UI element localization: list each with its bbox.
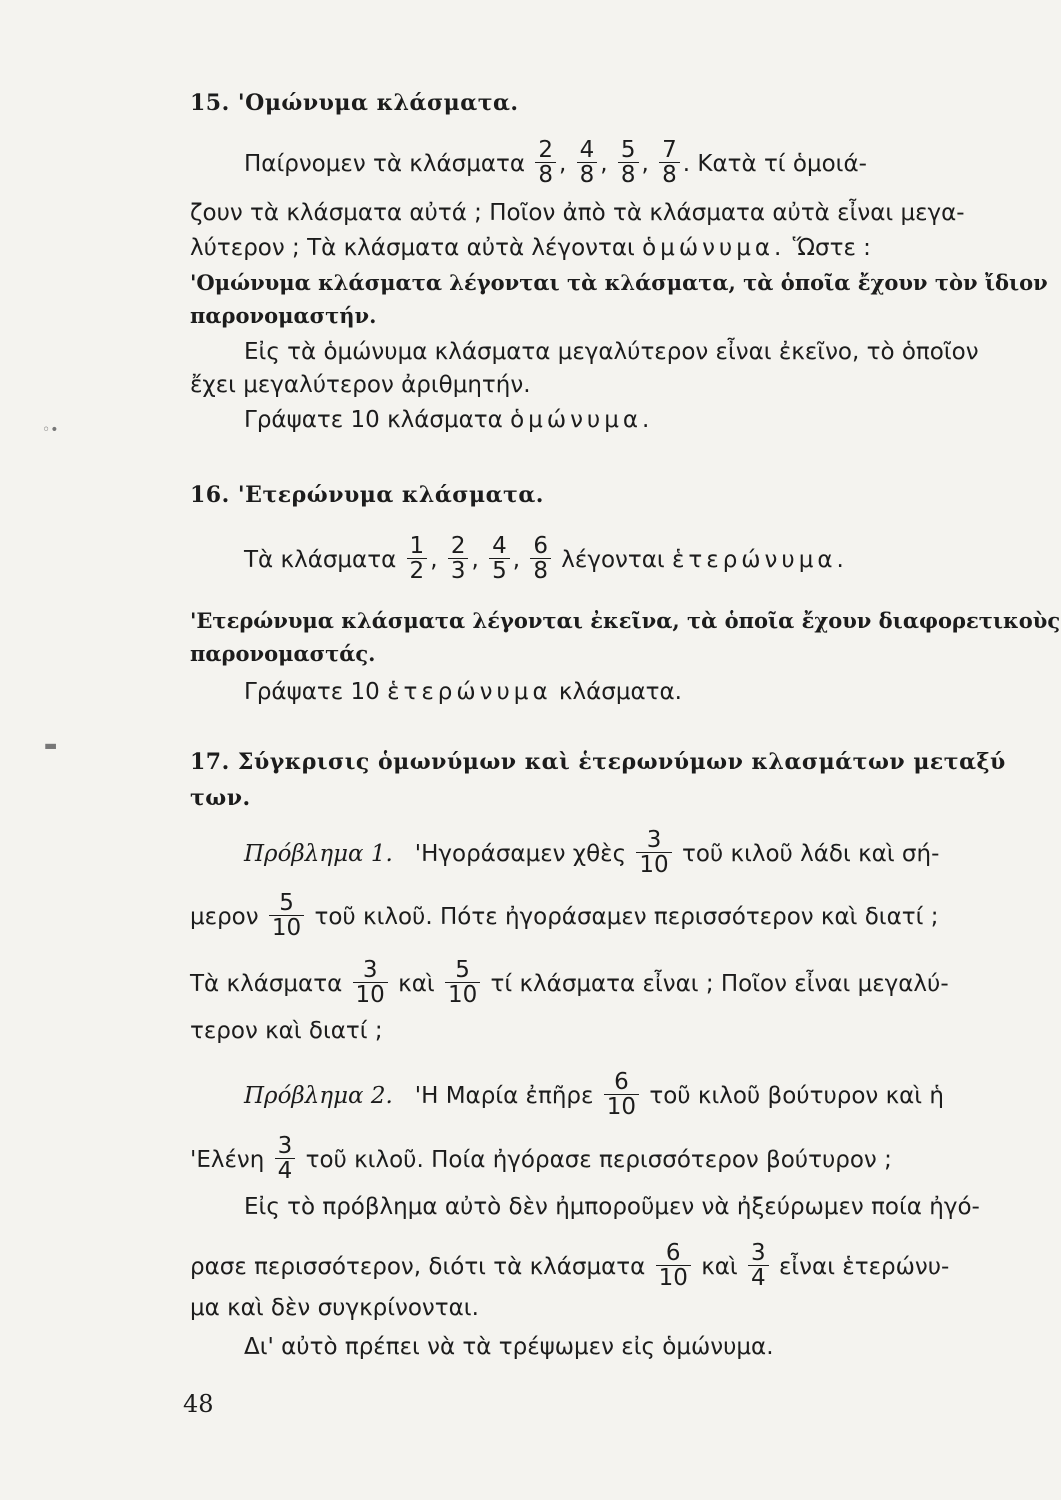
- spaced-word: ὁμώνυμα.: [642, 235, 786, 261]
- s15-line-3: [190, 233, 1040, 263]
- section-17-heading-2: των.: [190, 785, 251, 811]
- s15-line-2: ζουν τὰ κλάσματα αὐτά ; Ποῖον ἀπὸ τὰ κλάσματα αὐτὰ εἶναι μεγα-: [190, 200, 965, 226]
- page-number: 48: [183, 1390, 214, 1418]
- section-17-heading-1: 17. Σύγκρισις ὁμωνύμων καὶ ἑτερωνύμων κλασμάτων μεταξύ: [190, 749, 1006, 775]
- s15-definition-2: παρονομαστήν.: [190, 303, 377, 328]
- text: λέγονται: [561, 547, 665, 573]
- text: Τὰ κλάσματα: [244, 547, 397, 573]
- s17-problem-2-line-2: [190, 1133, 1040, 1185]
- s15-line-1: Παίρνομεν τὰ κλάσματα $\frac{2}{8}$ , $\frac{4}{8}$ , $\frac{5}{8}$ , $\frac{7}{8}$ . Κατὰ τί ὁμοιά-: [244, 137, 867, 188]
- section-16-heading: 16. 'Ετερώνυμα κλάσματα.: [190, 482, 544, 508]
- s17-answer-line-4: Δι' αὐτὸ πρέπει νὰ τὰ τρέψωμεν εἰς ὁμώνυμα.: [244, 1334, 774, 1360]
- fraction: $\frac{5}{10}$: [269, 891, 304, 940]
- fraction: $\frac{3}{10}$: [636, 828, 671, 877]
- fraction: $\frac{4}{5}$: [489, 534, 510, 583]
- text: Γράψατε 10 κλάσματα: [244, 407, 503, 433]
- margin-mark: ▬: [44, 738, 58, 754]
- fraction: $\frac{6}{10}$: [656, 1241, 691, 1290]
- text: τοῦ κιλοῦ λάδι καὶ σή-: [681, 841, 940, 867]
- text: Γράψατε 10: [244, 679, 380, 705]
- s15-para-1: Εἰς τὰ ὁμώνυμα κλάσματα μεγαλύτερον εἶναι ἐκεῖνο, τὸ ὁποῖον: [244, 339, 979, 365]
- fraction: $\frac{4}{8}$: [577, 138, 598, 187]
- fraction: $\frac{6}{8}$: [530, 534, 551, 583]
- s17-answer-line-3: μα καὶ δὲν συγκρίνονται.: [190, 1295, 479, 1321]
- fraction: $\frac{3}{10}$: [353, 958, 388, 1007]
- fraction: $\frac{7}{8}$: [659, 138, 680, 187]
- fraction: $\frac{3}{4}$: [275, 1134, 296, 1183]
- section-15-heading: 15. 'Ομώνυμα κλάσματα.: [190, 90, 519, 116]
- s16-definition-2: παρονομαστάς.: [190, 641, 376, 666]
- text: καὶ: [701, 1254, 738, 1280]
- s15-exercise: [244, 405, 1040, 435]
- text: Ὥστε :: [792, 235, 871, 261]
- fraction: $\frac{6}{10}$: [604, 1070, 639, 1119]
- text: καὶ: [398, 971, 435, 997]
- s17-answer-line-2: [190, 1240, 1040, 1292]
- text: Παίρνομεν τὰ κλάσματα: [244, 151, 526, 177]
- text: κλάσματα.: [558, 679, 682, 705]
- text: τί κλάσματα εἶναι ; Ποῖον εἶναι μεγαλύ-: [490, 971, 949, 997]
- s17-question-line-2: τερον καὶ διατί ;: [190, 1018, 383, 1044]
- s17-question-line-1: [190, 957, 1040, 1009]
- fraction: $\frac{3}{4}$: [748, 1241, 769, 1290]
- text: μερον: [190, 904, 259, 930]
- problem-label: Πρόβλημα 1.: [244, 841, 393, 867]
- spaced-word: ὁμώνυμα.: [510, 407, 654, 433]
- s17-problem-1-line-2: [190, 890, 1040, 942]
- text: Κατὰ τί ὁμοιά-: [697, 151, 867, 177]
- problem-label: Πρόβλημα 2.: [244, 1083, 393, 1109]
- s17-problem-1-line-1: [244, 827, 1040, 879]
- fraction: $\frac{1}{2}$: [407, 534, 428, 583]
- fraction: $\frac{5}{10}$: [445, 958, 480, 1007]
- fraction: $\frac{5}{8}$: [618, 138, 639, 187]
- s15-para-2: ἔχει μεγαλύτερον ἀριθμητήν.: [190, 372, 531, 398]
- text: λύτερον ; Τὰ κλάσματα αὐτὰ λέγονται: [190, 235, 635, 261]
- s16-exercise: [244, 677, 1040, 707]
- text: τοῦ κιλοῦ. Ποία ἠγόρασε περισσότερον βούτυρον ;: [305, 1147, 892, 1173]
- margin-mark: ◦•: [42, 422, 59, 438]
- text: 'Η Μαρία ἐπῆρε: [414, 1083, 594, 1109]
- text: 'Ηγοράσαμεν χθὲς: [414, 841, 627, 867]
- text: 'Ελένη: [190, 1147, 265, 1173]
- s15-definition-1: 'Ομώνυμα κλάσματα λέγονται τὰ κλάσματα, τὰ ὁποῖα ἔχουν τὸν ἴδιον: [190, 270, 1048, 295]
- s17-answer-line-1: Εἰς τὸ πρόβλημα αὐτὸ δὲν ἠμποροῦμεν νὰ ἠξεύρωμεν ποία ἠγό-: [244, 1194, 980, 1220]
- s16-line-1: Τὰ κλάσματα $\frac{1}{2}$ , $\frac{2}{3}$ , $\frac{4}{5}$ , $\frac{6}{8}$ λέγονται ἑτερώνυμα.: [244, 533, 848, 584]
- spaced-word: ἑτερώνυμα.: [671, 547, 848, 573]
- text: τοῦ κιλοῦ. Πότε ἠγοράσαμεν περισσότερον καὶ διατί ;: [314, 904, 939, 930]
- s17-problem-2-line-1: [244, 1069, 1040, 1121]
- text: Τὰ κλάσματα: [190, 971, 343, 997]
- text: τοῦ κιλοῦ βούτυρον καὶ ἡ: [649, 1083, 944, 1109]
- spaced-word: ἑτερώνυμα: [387, 679, 552, 705]
- text: ρασε περισσότερον, διότι τὰ κλάσματα: [190, 1254, 646, 1280]
- fraction: $\frac{2}{3}$: [448, 534, 469, 583]
- fraction: $\frac{2}{8}$: [535, 138, 556, 187]
- text: εἶναι ἑτερώνυ-: [778, 1254, 950, 1280]
- s16-definition-1: 'Ετερώνυμα κλάσματα λέγονται ἐκεῖνα, τὰ ὁποῖα ἔχουν διαφορετικοὺς: [190, 608, 1061, 633]
